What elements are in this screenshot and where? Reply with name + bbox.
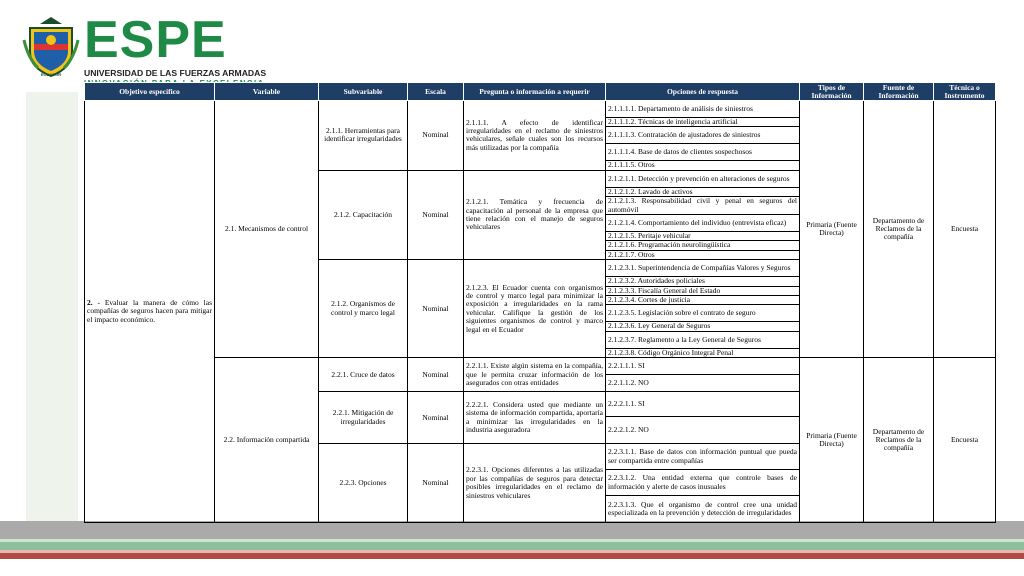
- espe-wordmark: ESPE: [84, 11, 227, 69]
- info-source-cell: Departamento de Reclamos de la compañía: [864, 358, 934, 523]
- scale-cell: Nominal: [408, 392, 464, 444]
- answer-option-cell: 2.1.2.1.2. Lavado de activos: [606, 187, 800, 196]
- answer-option-cell: 2.1.2.1.3. Responsabilidad civil y penal en seguros del automóvil: [606, 197, 800, 215]
- answer-option-cell: 2.2.2.1.1. SI: [606, 392, 800, 417]
- question-cell: 2.1.2.1. Temática y frecuencia de capacitación al personal de la empresa que tiene relación con el manejo de seguros vehiculares: [464, 170, 606, 259]
- question-cell: 2.1.1.1. A efecto de identificar irregularidades en el reclamo de siniestros vehiculares, señale cuales son los recursos más utilizadas por la compañía: [464, 101, 606, 171]
- answer-option-cell: 2.1.2.3.3. Fiscalía General del Estado: [606, 286, 800, 295]
- answer-option-cell: 2.1.2.3.1. Superintendencia de Compañías Valores y Seguros: [606, 260, 800, 277]
- answer-option-cell: 2.1.2.3.4. Cortes de justicia: [606, 296, 800, 305]
- question-cell: 2.2.3.1. Opciones diferentes a las utilizadas por las compañías de seguros para detectar posibles irregularidades en el reclamo de siniestros vehiculares: [464, 444, 606, 523]
- technique-cell: Encuesta: [934, 101, 996, 358]
- answer-option-cell: 2.2.2.1.2. NO: [606, 417, 800, 444]
- info-type-cell: Primaria (Fuente Directa): [800, 101, 864, 358]
- crest-label: ECUADOR: [40, 72, 62, 77]
- scale-cell: Nominal: [408, 444, 464, 523]
- variable-cell: 2.1. Mecanismos de control: [215, 101, 319, 358]
- answer-option-cell: 2.1.2.3.8. Código Orgánico Integral Penal: [606, 348, 800, 357]
- answer-option-cell: 2.1.2.1.7. Otros: [606, 250, 800, 259]
- answer-option-cell: 2.1.2.1.5. Peritaje vehicular: [606, 232, 800, 241]
- question-cell: 2.1.2.3. El Ecuador cuenta con organismos de control y marco legal para minimizar la exposición a irregularidades en la rama vehicular. Califique la gestión de los siguientes organismos de control y marco legal en el Ecuador: [464, 260, 606, 358]
- objective-number: 2.: [87, 298, 93, 308]
- info-type-cell: Primaria (Fuente Directa): [800, 358, 864, 523]
- objective-cell: [85, 101, 215, 523]
- subvariable-cell: 2.2.3. Opciones: [319, 444, 408, 523]
- subvariable-cell: 2.2.1. Cruce de datos: [319, 358, 408, 392]
- answer-option-cell: 2.1.1.1.4. Base de datos de clientes sospechosos: [606, 144, 800, 161]
- answer-option-cell: 2.1.2.1.6. Programación neurolingüística: [606, 241, 800, 250]
- answer-option-cell: 2.1.2.3.7. Reglamento a la Ley General de Seguros: [606, 331, 800, 348]
- espe-logo: [22, 11, 267, 82]
- table-header-row: [85, 83, 996, 101]
- subvariable-cell: 2.1.2. Organismos de control y marco legal: [319, 260, 408, 358]
- header-cell: Objetivo específico: [85, 83, 215, 101]
- answer-option-cell: 2.2.1.1.2. NO: [606, 375, 800, 392]
- technique-cell: Encuesta: [934, 358, 996, 523]
- answer-option-cell: 2.1.2.1.1. Detección y prevención en alteraciones de seguros: [606, 170, 800, 187]
- university-name: UNIVERSIDAD DE LAS FUERZAS ARMADAS: [84, 68, 267, 78]
- info-source-cell: Departamento de Reclamos de la compañía: [864, 101, 934, 358]
- scale-cell: Nominal: [408, 260, 464, 358]
- header-cell: Escala: [408, 83, 464, 101]
- subvariable-cell: 2.1.1. Herramientas para identificar irregularidades: [319, 101, 408, 171]
- answer-option-cell: 2.2.3.1.2. Una entidad externa que controle bases de información y alerte de casos inusuales: [606, 470, 800, 496]
- answer-option-cell: 2.1.1.1.2. Técnicas de inteligencia artificial: [606, 118, 800, 127]
- answer-option-cell: 2.1.1.1.5. Otros: [606, 161, 800, 170]
- header-cell: Tipos de Información: [800, 83, 864, 101]
- answer-option-cell: 2.1.1.1.1. Departamento de análisis de siniestros: [606, 101, 800, 118]
- header-cell: Fuente de Información: [864, 83, 934, 101]
- answer-option-cell: 2.2.1.1.1. SI: [606, 358, 800, 375]
- operationalization-table: [84, 82, 996, 523]
- answer-option-cell: 2.2.3.1.3. Que el organismo de control cree una unidad especializada en la prevención y detección de irregularidades: [606, 496, 800, 523]
- scale-cell: Nominal: [408, 101, 464, 171]
- footer-band-red: [0, 553, 1024, 559]
- subvariable-cell: 2.2.1. Mitigación de irregularidades: [319, 392, 408, 444]
- table-row: [85, 358, 996, 375]
- subvariable-cell: 2.1.2. Capacitación: [319, 170, 408, 259]
- objective-text: - Evaluar la manera de cómo las compañías de seguros hacen para mitigar el impacto económico.: [87, 298, 212, 324]
- answer-option-cell: 2.1.1.1.3. Contratación de ajustadores de siniestros: [606, 127, 800, 144]
- answer-option-cell: 2.1.2.3.2. Autoridades policiales: [606, 277, 800, 286]
- header-cell: Opciones de respuesta: [606, 83, 800, 101]
- table-row: [85, 101, 996, 118]
- header-cell: Subvariable: [319, 83, 408, 101]
- side-decor-band: [26, 92, 78, 524]
- answer-option-cell: 2.1.2.3.6. Ley General de Seguros: [606, 322, 800, 331]
- question-cell: 2.2.1.1. Existe algún sistema en la compañía, que le permita cruzar información de los asegurados con otras entidades: [464, 358, 606, 392]
- footer-band-green: [0, 542, 1024, 550]
- header-cell: Pregunta o información a requerir: [464, 83, 606, 101]
- answer-option-cell: 2.1.2.3.5. Legislación sobre el contrato de seguro: [606, 305, 800, 322]
- scale-cell: Nominal: [408, 170, 464, 259]
- variable-cell: 2.2. Información compartida: [215, 358, 319, 523]
- answer-option-cell: 2.1.2.1.4. Comportamiento del individuo (entrevista eficaz): [606, 215, 800, 232]
- answer-option-cell: 2.2.3.1.1. Base de datos con información puntual que pueda ser compartida entre compañías: [606, 444, 800, 470]
- header-cell: Variable: [215, 83, 319, 101]
- question-cell: 2.2.2.1. Considera usted que mediante un sistema de información compartida, aportaría a minimizar las irregularidades en la industria aseguradora: [464, 392, 606, 444]
- header-cell: Técnica o Instrumento: [934, 83, 996, 101]
- scale-cell: Nominal: [408, 358, 464, 392]
- footer-band-gray: [0, 521, 1024, 539]
